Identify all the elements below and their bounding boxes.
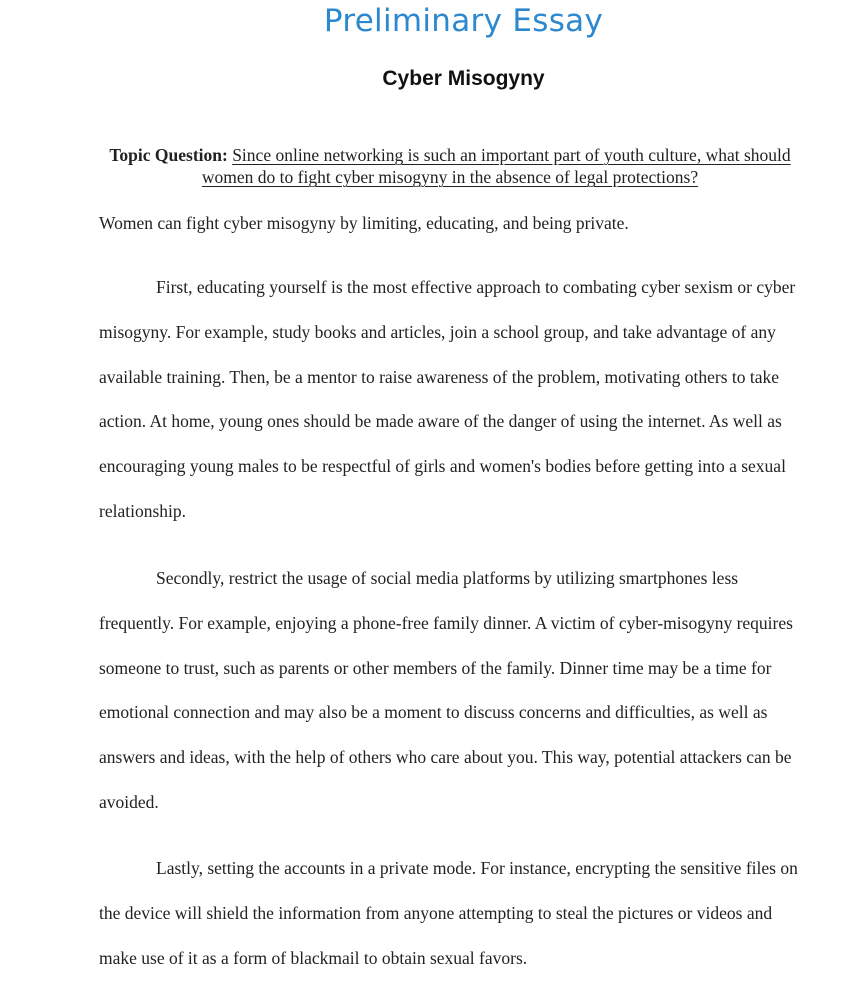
page-title: Preliminary Essay — [323, 3, 604, 39]
essay-subtitle: Cyber Misogyny — [382, 67, 545, 90]
topic-question-label: Topic Question: — [109, 145, 228, 165]
body-paragraph-last: Lastly, setting the accounts in a private mode. For instance, encrypting the sensitive files on the device will shield the information from anyone attempting to steal the pictures or videos and make use of it as a form of blackmail to obtain sexual favors. — [99, 858, 798, 968]
body-paragraph-first: First, educating yourself is the most effective approach to combating cyber sexism or cyber misogyny. For example, study books and articles, join a school group, and take advantage of any available training. Then, be a mentor to raise awareness of the problem, motivating others to take action. At home, young ones should be made aware of the danger of using the internet. As well as encouraging young males to be respectful of girls and women's bodies before getting into a sexual relationship. — [99, 277, 796, 521]
topic-question-text: Since online networking is such an important part of youth culture, what should women do to fight cyber misogyny in the absence of legal protections? — [201, 145, 791, 187]
topic-question — [100, 144, 800, 188]
thesis-statement: Women can fight cyber misogyny by limiting, educating, and being private. — [99, 213, 629, 233]
body-paragraph-second: Secondly, restrict the usage of social media platforms by utilizing smartphones less frequently. For example, enjoying a phone-free family dinner. A victim of cyber-misogyny requires someone to trust, such as parents or other members of the family. Dinner time may be a time for emotional connection and may also be a moment to discuss concerns and difficulties, as well as answers and ideas, with the help of others who care about you. This way, potential attackers can be avoided. — [99, 568, 793, 812]
